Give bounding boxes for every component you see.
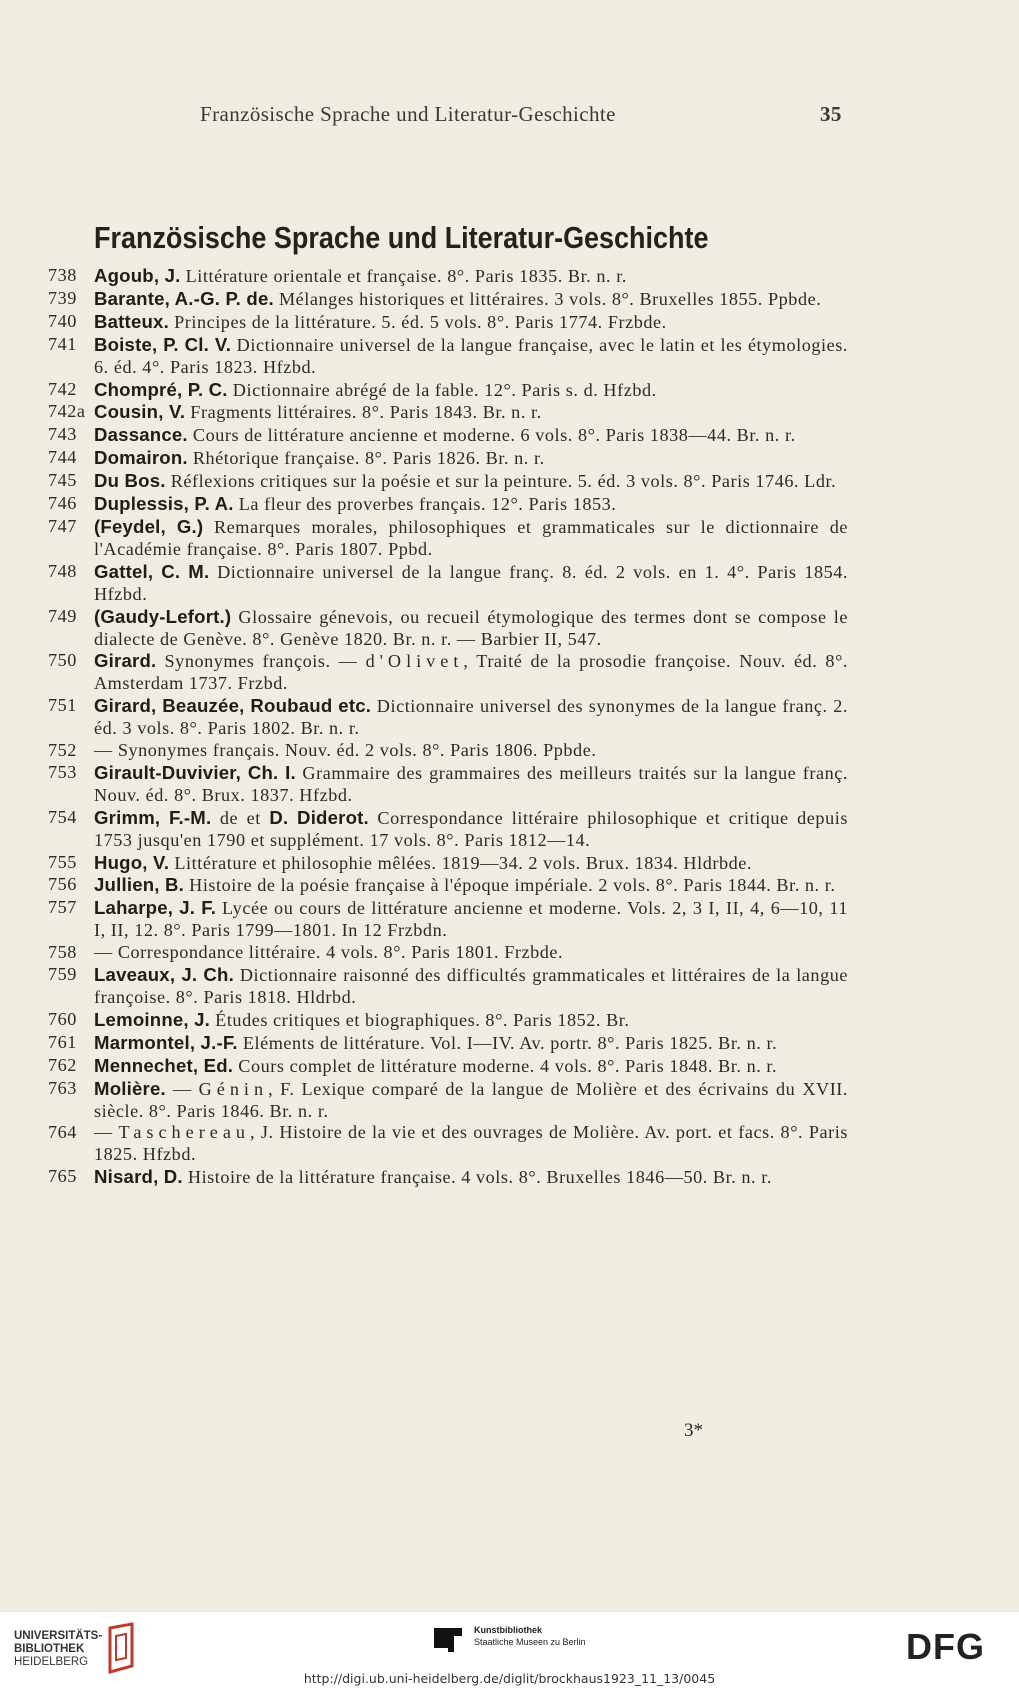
entry-text: Dictionnaire universel des synonymes de la langue franç. 2. éd. 3 vols. 8°. Paris 1802. Br. n. r. (94, 696, 848, 739)
entry-number: 754 (48, 806, 77, 827)
entry-number: 739 (48, 287, 77, 308)
catalogue-entry (48, 424, 848, 447)
entry-spaced-name: d'Olivet (365, 651, 464, 672)
catalogue-entry (48, 379, 848, 402)
entry-author: D. Diderot. (269, 806, 369, 828)
entry-text: Cours de littérature ancienne et moderne. 6 vols. 8°. Paris 1838—44. Br. n. r. (187, 425, 796, 446)
entry-text: La fleur des proverbes français. 12°. Paris 1853. (233, 494, 617, 515)
entry-number: 741 (48, 333, 77, 354)
entry-number: 742a (48, 401, 86, 422)
entry-author: Laveaux, J. Ch. (94, 964, 234, 986)
entry-text: — Correspondance littéraire. 4 vols. 8°. Paris 1801. Frzbde. (94, 942, 564, 963)
entry-number: 753 (48, 761, 77, 782)
entry-text: Littérature et philosophie mêlées. 1819—34. 2 vols. Brux. 1834. Hldrbde. (169, 852, 752, 873)
entry-number: 764 (48, 1122, 77, 1143)
entry-author: Domairon. (94, 447, 188, 469)
catalogue-entry (48, 897, 848, 942)
entry-number: 759 (48, 964, 77, 985)
catalogue-entry (48, 470, 848, 493)
dfg-logo[interactable]: DFG (906, 1626, 985, 1667)
entry-number: 744 (48, 447, 77, 468)
footer-bar (0, 1612, 1019, 1688)
catalogue-entry (48, 942, 848, 964)
entry-text: Dictionnaire raisonné des difficultés grammaticales et littéraires de la langue françoise. 8°. Paris 1818. Hldrbd. (94, 965, 848, 1007)
entry-text: Dictionnaire universel de la langue française, avec le latin et les étymologies. 6. éd. 4°. Paris 1823. Hfzbd. (94, 334, 848, 377)
catalogue-entry (48, 493, 848, 516)
catalogue-entry (48, 516, 848, 561)
entry-text: Cours complet de littérature moderne. 4 vols. 8°. Paris 1848. Br. n. r. (233, 1055, 778, 1076)
entry-author: Agoub, J. (94, 265, 181, 286)
entry-author: Marmontel, J.-F. (94, 1031, 238, 1053)
ub-logo-line: BIBLIOTHEK (14, 1643, 85, 1655)
catalogue-entry (48, 401, 848, 424)
entry-text: Études critiques et biographiques. 8°. Paris 1852. Br. (210, 1009, 630, 1030)
catalogue-entry (48, 740, 848, 762)
entry-text: Glossaire génevois, ou recueil étymologique des termes dont se compose le dialecte de Genève. 8°. Genève 1820. Br. n. r. — Barbier II, 547. (94, 606, 848, 649)
entry-number: 749 (48, 605, 77, 626)
entry-text: Eléments de littérature. Vol. I—IV. Av. portr. 8°. Paris 1825. Br. n. r. (237, 1032, 778, 1053)
entry-number: 757 (48, 897, 77, 918)
source-url-link[interactable]: http://digi.ub.uni-heidelberg.de/diglit/brockhaus1923_11_13/0045 (303, 1671, 716, 1686)
entry-text: — (165, 1078, 199, 1099)
ub-logo-line: UNIVERSITÄTS- (14, 1630, 103, 1642)
catalogue-entry (48, 334, 848, 379)
entry-text: Rhétorique française. 8°. Paris 1826. Br. n. r. (187, 448, 545, 469)
ub-logo-line: HEIDELBERG (14, 1656, 89, 1668)
entry-number: 751 (48, 695, 77, 716)
catalogue-entry (48, 874, 848, 897)
catalogue-entry (48, 1122, 848, 1166)
entry-text: Grammaire des grammaires des meilleurs traités sur la langue franç. Nouv. éd. 8°. Brux. 1837. Hfzbd. (94, 762, 849, 805)
entry-text: , Traité de la prosodie françoise. Nouv. éd. 8°. Amsterdam 1737. Frzbd. (94, 651, 848, 694)
entry-number: 758 (48, 942, 77, 963)
entry-author: Nisard, D. (94, 1166, 183, 1188)
catalogue-entry (48, 1078, 848, 1123)
entry-author: Duplessis, P. A. (94, 493, 234, 515)
entry-author: Batteux. (94, 310, 169, 332)
kb-logo-line: Staatliche Museen zu Berlin (474, 1637, 586, 1647)
entry-author: Cousin, V. (94, 401, 186, 423)
entry-author: (Feydel, G.) (94, 515, 204, 537)
kunstbibliothek-emblem-icon (434, 1626, 464, 1654)
entry-number: 762 (48, 1054, 77, 1075)
entry-author: Boiste, P. Cl. V. (94, 333, 232, 355)
catalogue-entry (48, 762, 848, 807)
entry-author: Hugo, V. (94, 851, 170, 873)
entry-text: Dictionnaire abrégé de la fable. 12°. Paris s. d. Hfzbd. (227, 379, 657, 400)
entry-number: 747 (48, 515, 77, 536)
catalogue-entry (48, 1055, 848, 1078)
catalogue-entry (48, 964, 848, 1009)
entry-number: 742 (48, 378, 77, 399)
entry-text: Mélanges historiques et littéraires. 3 vols. 8°. Bruxelles 1855. Ppbde. (273, 288, 822, 309)
ub-emblem-icon (104, 1622, 138, 1674)
entry-number: 740 (48, 310, 77, 331)
entry-author: Mennechet, Ed. (94, 1054, 234, 1076)
entry-text: Synonymes françois. — (156, 651, 366, 672)
entry-spaced-name: Génin (198, 1078, 269, 1099)
catalogue-entry (48, 1166, 848, 1189)
entry-text: Histoire de la littérature française. 4 vols. 8°. Bruxelles 1846—50. Br. n. r. (182, 1167, 772, 1188)
entry-spaced-name: Taschereau (118, 1122, 251, 1143)
entry-author: Laharpe, J. F. (94, 897, 217, 919)
entry-number: 738 (48, 265, 77, 285)
catalogue-entry (48, 311, 848, 334)
entry-number: 750 (48, 650, 77, 671)
catalogue-entry (48, 265, 848, 288)
catalogue-entry (48, 288, 848, 311)
entry-text: de et (211, 807, 270, 828)
entry-text: Fragments littéraires. 8°. Paris 1843. Br. n. r. (185, 402, 542, 423)
catalogue-entry (48, 807, 848, 852)
entry-author: Gattel, C. M. (94, 560, 210, 582)
entry-number: 763 (48, 1077, 77, 1098)
running-head-title: Französische Sprache und Literatur-Geschichte (200, 102, 616, 126)
entry-number: 761 (48, 1031, 77, 1052)
entry-number: 746 (48, 493, 77, 514)
entry-text: Histoire de la poésie française à l'époque impériale. 2 vols. 8°. Paris 1844. Br. n. r. (184, 875, 836, 896)
kb-logo-line: Kunstbibliothek (474, 1625, 542, 1635)
ub-heidelberg-logo[interactable] (14, 1630, 102, 1669)
entry-text: — Synonymes français. Nouv. éd. 2 vols. 8°. Paris 1806. Ppbde. (94, 740, 597, 761)
entry-author: Girard. (94, 650, 157, 672)
catalogue-entry (48, 447, 848, 470)
entry-author: Lemoinne, J. (94, 1008, 211, 1030)
entry-text: Réflexions critiques sur la poésie et sur la peinture. 5. éd. 3 vols. 8°. Paris 1746. Ldr. (165, 471, 837, 492)
entry-number: 752 (48, 740, 77, 761)
entry-text: Correspondance littéraire philosophique et critique depuis 1753 jusqu'en 1790 et supplément. 17 vols. 8°. Paris 1812—14. (94, 807, 848, 850)
entry-text: Littérature orientale et française. 8°. Paris 1835. Br. n. r. (180, 266, 627, 286)
entry-number: 755 (48, 851, 77, 872)
entry-text: Principes de la littérature. 5. éd. 5 vols. 8°. Paris 1774. Frzbde. (168, 311, 667, 332)
section-title: Französische Sprache und Literatur-Geschichte (94, 220, 709, 255)
entry-number: 743 (48, 424, 77, 445)
entry-number: 748 (48, 560, 77, 581)
entry-number: 756 (48, 874, 77, 895)
entry-text: Lycée ou cours de littérature ancienne et moderne. Vols. 2, 3 I, II, 4, 6—10, 11 I, II, 12. 8°. Paris 1799—1801. In 12 Frzbdn. (94, 898, 848, 941)
entry-text: — (94, 1122, 119, 1143)
entry-author: Girard, Beauzée, Roubaud etc. (94, 695, 372, 717)
catalogue-entry (48, 1032, 848, 1055)
entry-author: Du Bos. (94, 470, 166, 492)
catalogue-entry (48, 561, 848, 606)
entry-text: , F. Lexique comparé de la langue de Molière et des écrivains du XVII. siècle. 8°. Paris 1846. Br. n. r. (94, 1078, 849, 1121)
entry-number: 745 (48, 470, 77, 491)
entry-author: Jullien, B. (94, 874, 185, 896)
entry-author: (Gaudy-Lefort.) (94, 605, 232, 627)
entry-text: Dictionnaire universel de la langue franç. 8. éd. 2 vols. en 1. 4°. Paris 1854. Hfzbd. (94, 561, 848, 604)
catalogue-entry (48, 606, 848, 651)
catalogue-entry (48, 650, 848, 695)
entry-author: Barante, A.-G. P. de. (94, 287, 274, 309)
entry-author: Girault-Duvivier, Ch. I. (94, 761, 296, 783)
entry-author: Molière. (94, 1077, 166, 1099)
entry-author: Chompré, P. C. (94, 378, 228, 400)
catalogue-entry (48, 852, 848, 875)
catalogue-entries (48, 265, 848, 1189)
entry-author: Grimm, F.-M. (94, 806, 212, 828)
entry-text: Remarques morales, philosophiques et grammaticales sur le dictionnaire de l'Académie française. 8°. Paris 1807. Ppbd. (94, 516, 848, 559)
signature-mark: 3* (684, 1420, 703, 1441)
entry-number: 760 (48, 1008, 77, 1029)
page-number: 35 (820, 102, 842, 126)
entry-author: Dassance. (94, 424, 188, 446)
entry-number: 765 (48, 1166, 77, 1187)
entry-text: , J. Histoire de la vie et des ouvrages de Molière. Av. port. et facs. 8°. Paris 1825. Hfzbd. (94, 1122, 848, 1165)
catalogue-entry (48, 1009, 848, 1032)
catalogue-entry (48, 695, 848, 740)
